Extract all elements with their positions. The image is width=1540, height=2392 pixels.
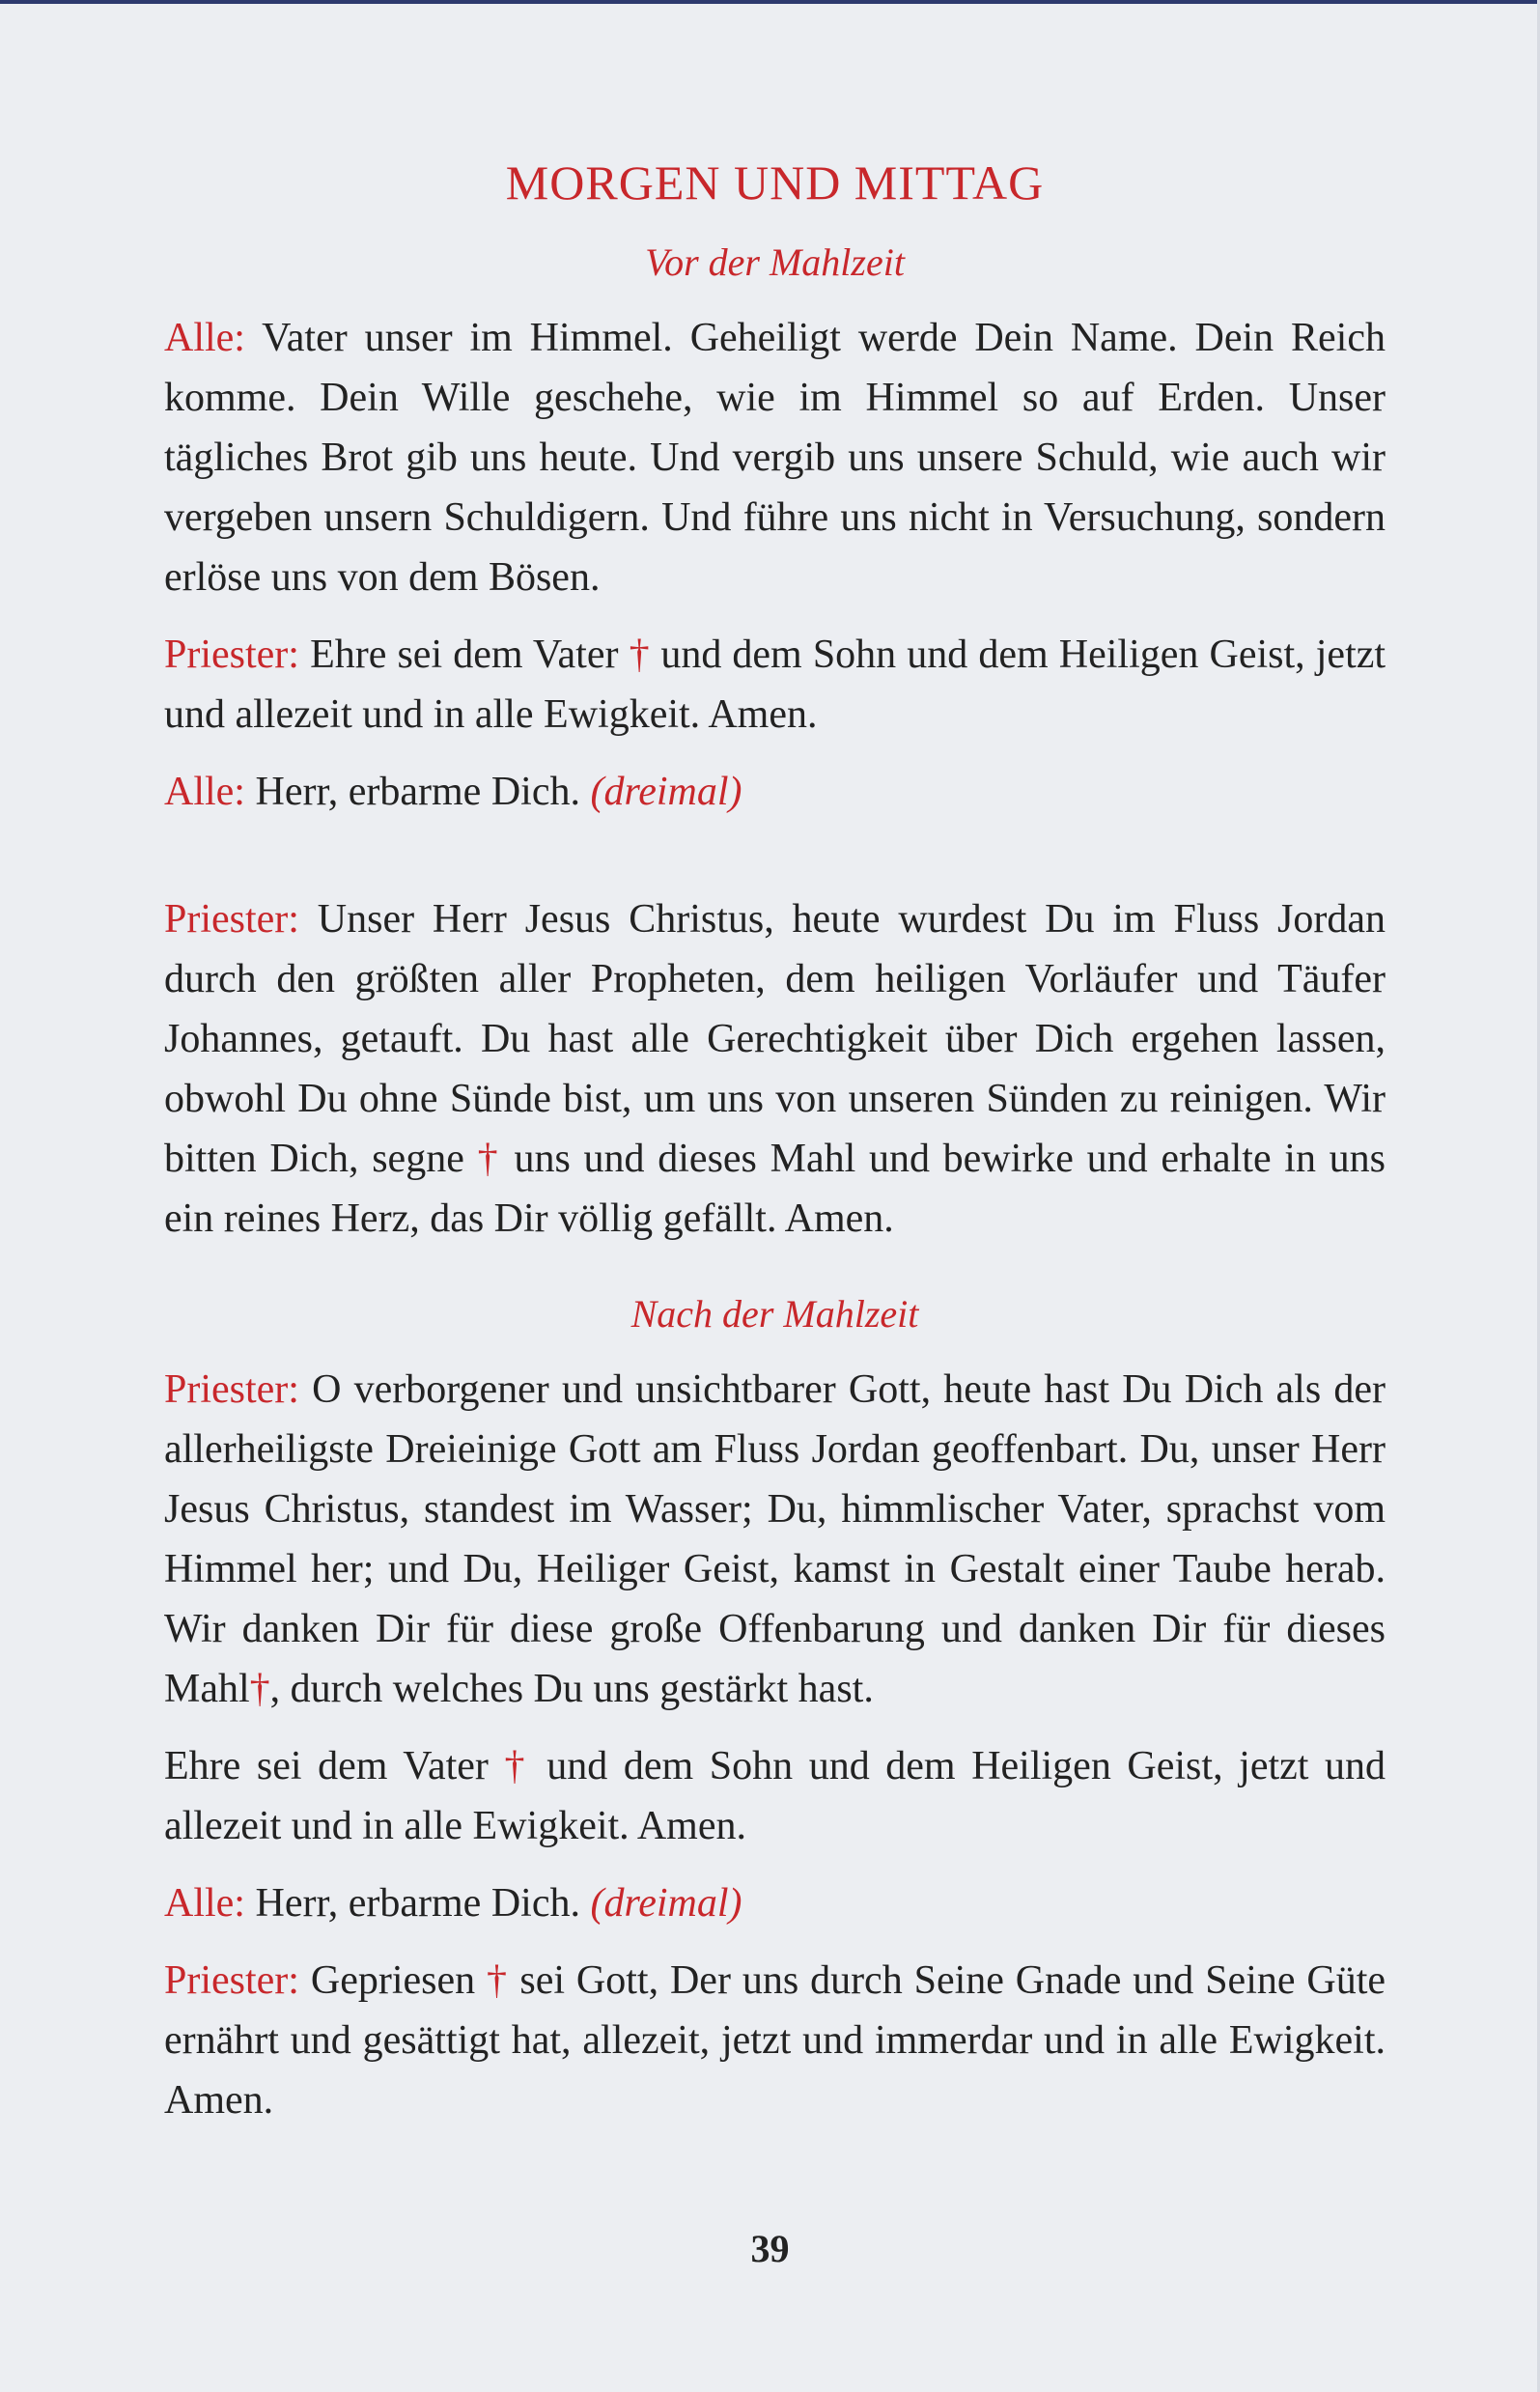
prayer-text: Ehre sei dem Vater <box>310 633 619 677</box>
top-edge-rule <box>0 0 1540 4</box>
prayer-text: Herr, erbarme Dich. <box>255 1881 580 1926</box>
prayer-text: Gepriesen <box>310 1958 476 2003</box>
page-number: 39 <box>750 2227 790 2270</box>
rubric-note: (dreimal) <box>590 770 742 814</box>
prayer-paragraph <box>164 1736 1386 1856</box>
cross-symbol: † <box>504 1744 531 1788</box>
prayer-text: Unser Herr Jesus Christus, heute wurdest Du im Fluss Jordan durch den größten aller Propheten, dem heiligen Vorläufer und Täufer Johannes, getauft. Du hast alle Gerechtigkeit über Dich ergehen lassen, obwohl Du ohne Sünde bist, um uns von unseren Sünden zu reinigen. Wir bitten Dich, segne <box>164 897 1386 1181</box>
speaker-label: Alle: <box>164 1881 245 1926</box>
speaker-label: Alle: <box>164 770 245 814</box>
prayer-paragraph <box>164 625 1386 745</box>
prayer-text: O verborgener und unsichtbarer Gott, heute hast Du Dich als der allerheiligste Dreieinige Gott am Fluss Jordan geoffenbart. Du, unser Herr Jesus Christus, standest im Wasser; Du, himmlischer Vater, sprachst vom Himmel her; und Du, Heiliger Geist, kamst in Gestalt einer Taube herab. Wir danken Dir für diese große Offenbarung und danken Dir für dieses Mahl <box>164 1367 1386 1711</box>
prayer-paragraph <box>164 889 1386 1249</box>
prayer-text: sei Gott, Der uns durch Seine Gnade und Seine Güte ernährt und gesättigt hat, allezeit, jetzt und immerdar und in alle Ewigkeit. Amen. <box>164 1958 1386 2123</box>
cross-symbol: † <box>249 1667 270 1711</box>
section-heading-before-meal: Vor der Mahlzeit <box>645 240 905 284</box>
speaker-label: Priester: <box>164 1958 299 2003</box>
prayer-paragraph <box>164 308 1386 607</box>
section-heading-after-meal: Nach der Mahlzeit <box>630 1292 919 1336</box>
prayer-text: , durch welches Du uns gestärkt hast. <box>269 1667 874 1711</box>
prayer-paragraph <box>164 762 1386 822</box>
speaker-label: Priester: <box>164 1367 299 1412</box>
speaker-label: Alle: <box>164 316 245 360</box>
prayer-text: Herr, erbarme Dich. <box>255 770 580 814</box>
page-title: MORGEN UND MITTAG <box>505 155 1045 210</box>
prayer-paragraph <box>164 1873 1386 1933</box>
prayer-paragraph <box>164 1951 1386 2130</box>
speaker-label: Priester: <box>164 633 299 677</box>
prayer-text: und dem Sohn und dem Heiligen Geist, jetzt und allezeit und in alle Ewigkeit. Amen. <box>164 1744 1386 1848</box>
rubric-note: (dreimal) <box>590 1881 742 1926</box>
prayer-text: Vater unser im Himmel. Geheiligt werde Dein Name. Dein Reich komme. Dein Wille geschehe, wie im Himmel so auf Erden. Unser tägliches Brot gib uns heute. Und vergib uns unsere Schuld, wie auch wir vergeben unsern Schuldigern. Und führe uns nicht in Versuchung, sondern erlöse uns von dem Bösen. <box>164 316 1386 600</box>
prayer-paragraph <box>164 1360 1386 1719</box>
cross-symbol: † <box>629 633 651 677</box>
spacer <box>164 839 1386 889</box>
speaker-label: Priester: <box>164 897 299 942</box>
prayer-text: uns und dieses Mahl und bewirke und erhalte in uns ein reines Herz, das Dir völlig gefällt. Amen. <box>164 1137 1386 1241</box>
cross-symbol: † <box>487 1958 509 2003</box>
prayer-text: Ehre sei dem Vater <box>164 1744 489 1788</box>
cross-symbol: † <box>477 1137 501 1181</box>
prayer-text: und dem Sohn und dem Heiligen Geist, jetzt und allezeit und in alle Ewigkeit. Amen. <box>164 633 1386 737</box>
spacer <box>164 1266 1386 1291</box>
